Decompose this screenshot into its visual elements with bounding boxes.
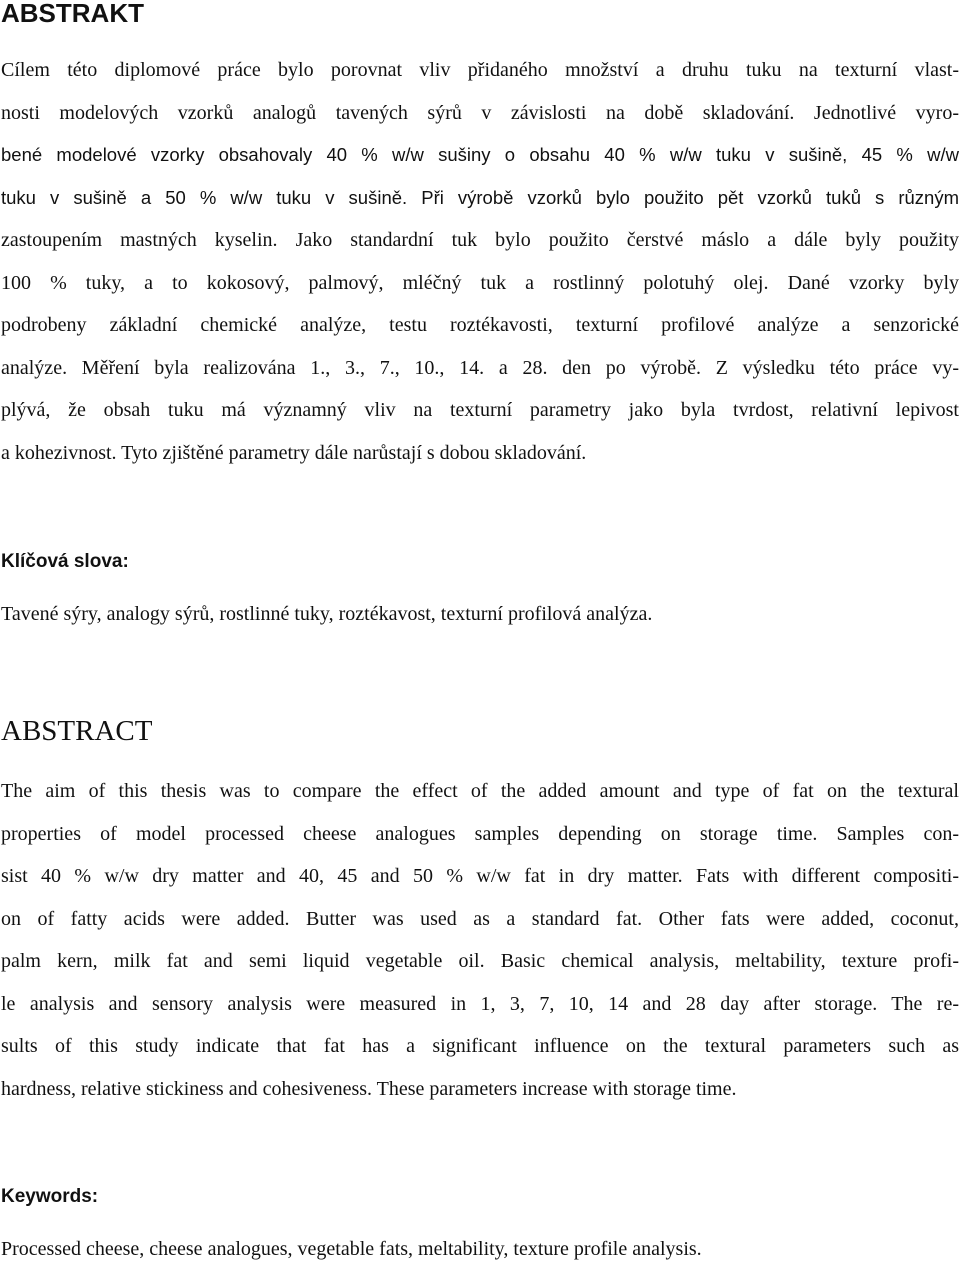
- english-line-5: palm kern, milk fat and semi liquid vegetable oil. Basic chemical analysis, meltability, texture profi-: [1, 950, 959, 972]
- english-abstract-paragraph: [1, 770, 959, 1110]
- english-keywords-label: Keywords:: [1, 1186, 99, 1207]
- english-abstract-heading: ABSTRACT: [1, 715, 153, 747]
- czech-line-1: Cílem této diplomové práce bylo porovnat vliv přidaného množství a druhu tuku na texturní vlast-: [1, 59, 959, 81]
- english-line-7: sults of this study indicate that fat has a significant influence on the textural parameters such as: [1, 1035, 959, 1057]
- czech-line-5: zastoupením mastných kyselin. Jako standardní tuk bylo použito čerstvé máslo a dále byly použity: [1, 229, 959, 251]
- czech-abstract-heading: ABSTRAKT: [1, 0, 144, 28]
- english-line-8: hardness, relative stickiness and cohesiveness. These parameters increase with storage time.: [1, 1077, 737, 1100]
- czech-line-7: podrobeny základní chemické analýze, testu roztékavosti, texturní profilové analýze a senzorické: [1, 314, 959, 336]
- czech-keywords-text: Tavené sýry, analogy sýrů, rostlinné tuky, roztékavost, texturní profilová analýza.: [1, 603, 653, 625]
- czech-line-4: tuku v sušině a 50 % w/w tuku v sušině. Při výrobě vzorků bylo použito pět vzorků tuků s různým: [1, 186, 959, 208]
- czech-line-9: plývá, že obsah tuku má významný vliv na texturní parametry jako byla tvrdost, relativní lepivost: [1, 399, 959, 421]
- czech-abstract-paragraph: [1, 49, 959, 474]
- english-line-3: sist 40 % w/w dry matter and 40, 45 and 50 % w/w fat in dry matter. Fats with different compositi-: [1, 865, 959, 887]
- czech-line-10: a kohezivnost. Tyto zjištěné parametry dále narůstají s dobou skladování.: [1, 441, 587, 464]
- czech-keywords-label: Klíčová slova:: [1, 551, 129, 572]
- czech-line-6: 100 % tuky, a to kokosový, palmový, mléčný tuk a rostlinný polotuhý olej. Dané vzorky byly: [1, 271, 959, 294]
- english-keywords-text: Processed cheese, cheese analogues, vegetable fats, meltability, texture profile analysis.: [1, 1238, 702, 1260]
- english-line-2: properties of model processed cheese analogues samples depending on storage time. Samples con-: [1, 822, 959, 845]
- czech-line-8: analýze. Měření byla realizována 1., 3., 7., 10., 14. a 28. den po výrobě. Z výsledku této práce vy-: [1, 356, 959, 379]
- english-line-6: le analysis and sensory analysis were measured in 1, 3, 7, 10, 14 and 28 day after storage. The re-: [1, 992, 959, 1015]
- czech-line-2: nosti modelových vzorků analogů tavených sýrů v závislosti na době skladování. Jednotlivé vyro-: [1, 101, 959, 124]
- english-line-1: The aim of this thesis was to compare the effect of the added amount and type of fat on the textural: [1, 780, 959, 802]
- czech-line-3: bené modelové vzorky obsahovaly 40 % w/w sušiny o obsahu 40 % w/w tuku v sušině, 45 % w/w: [1, 144, 959, 165]
- english-line-4: on of fatty acids were added. Butter was used as a standard fat. Other fats were added, coconut,: [1, 907, 959, 930]
